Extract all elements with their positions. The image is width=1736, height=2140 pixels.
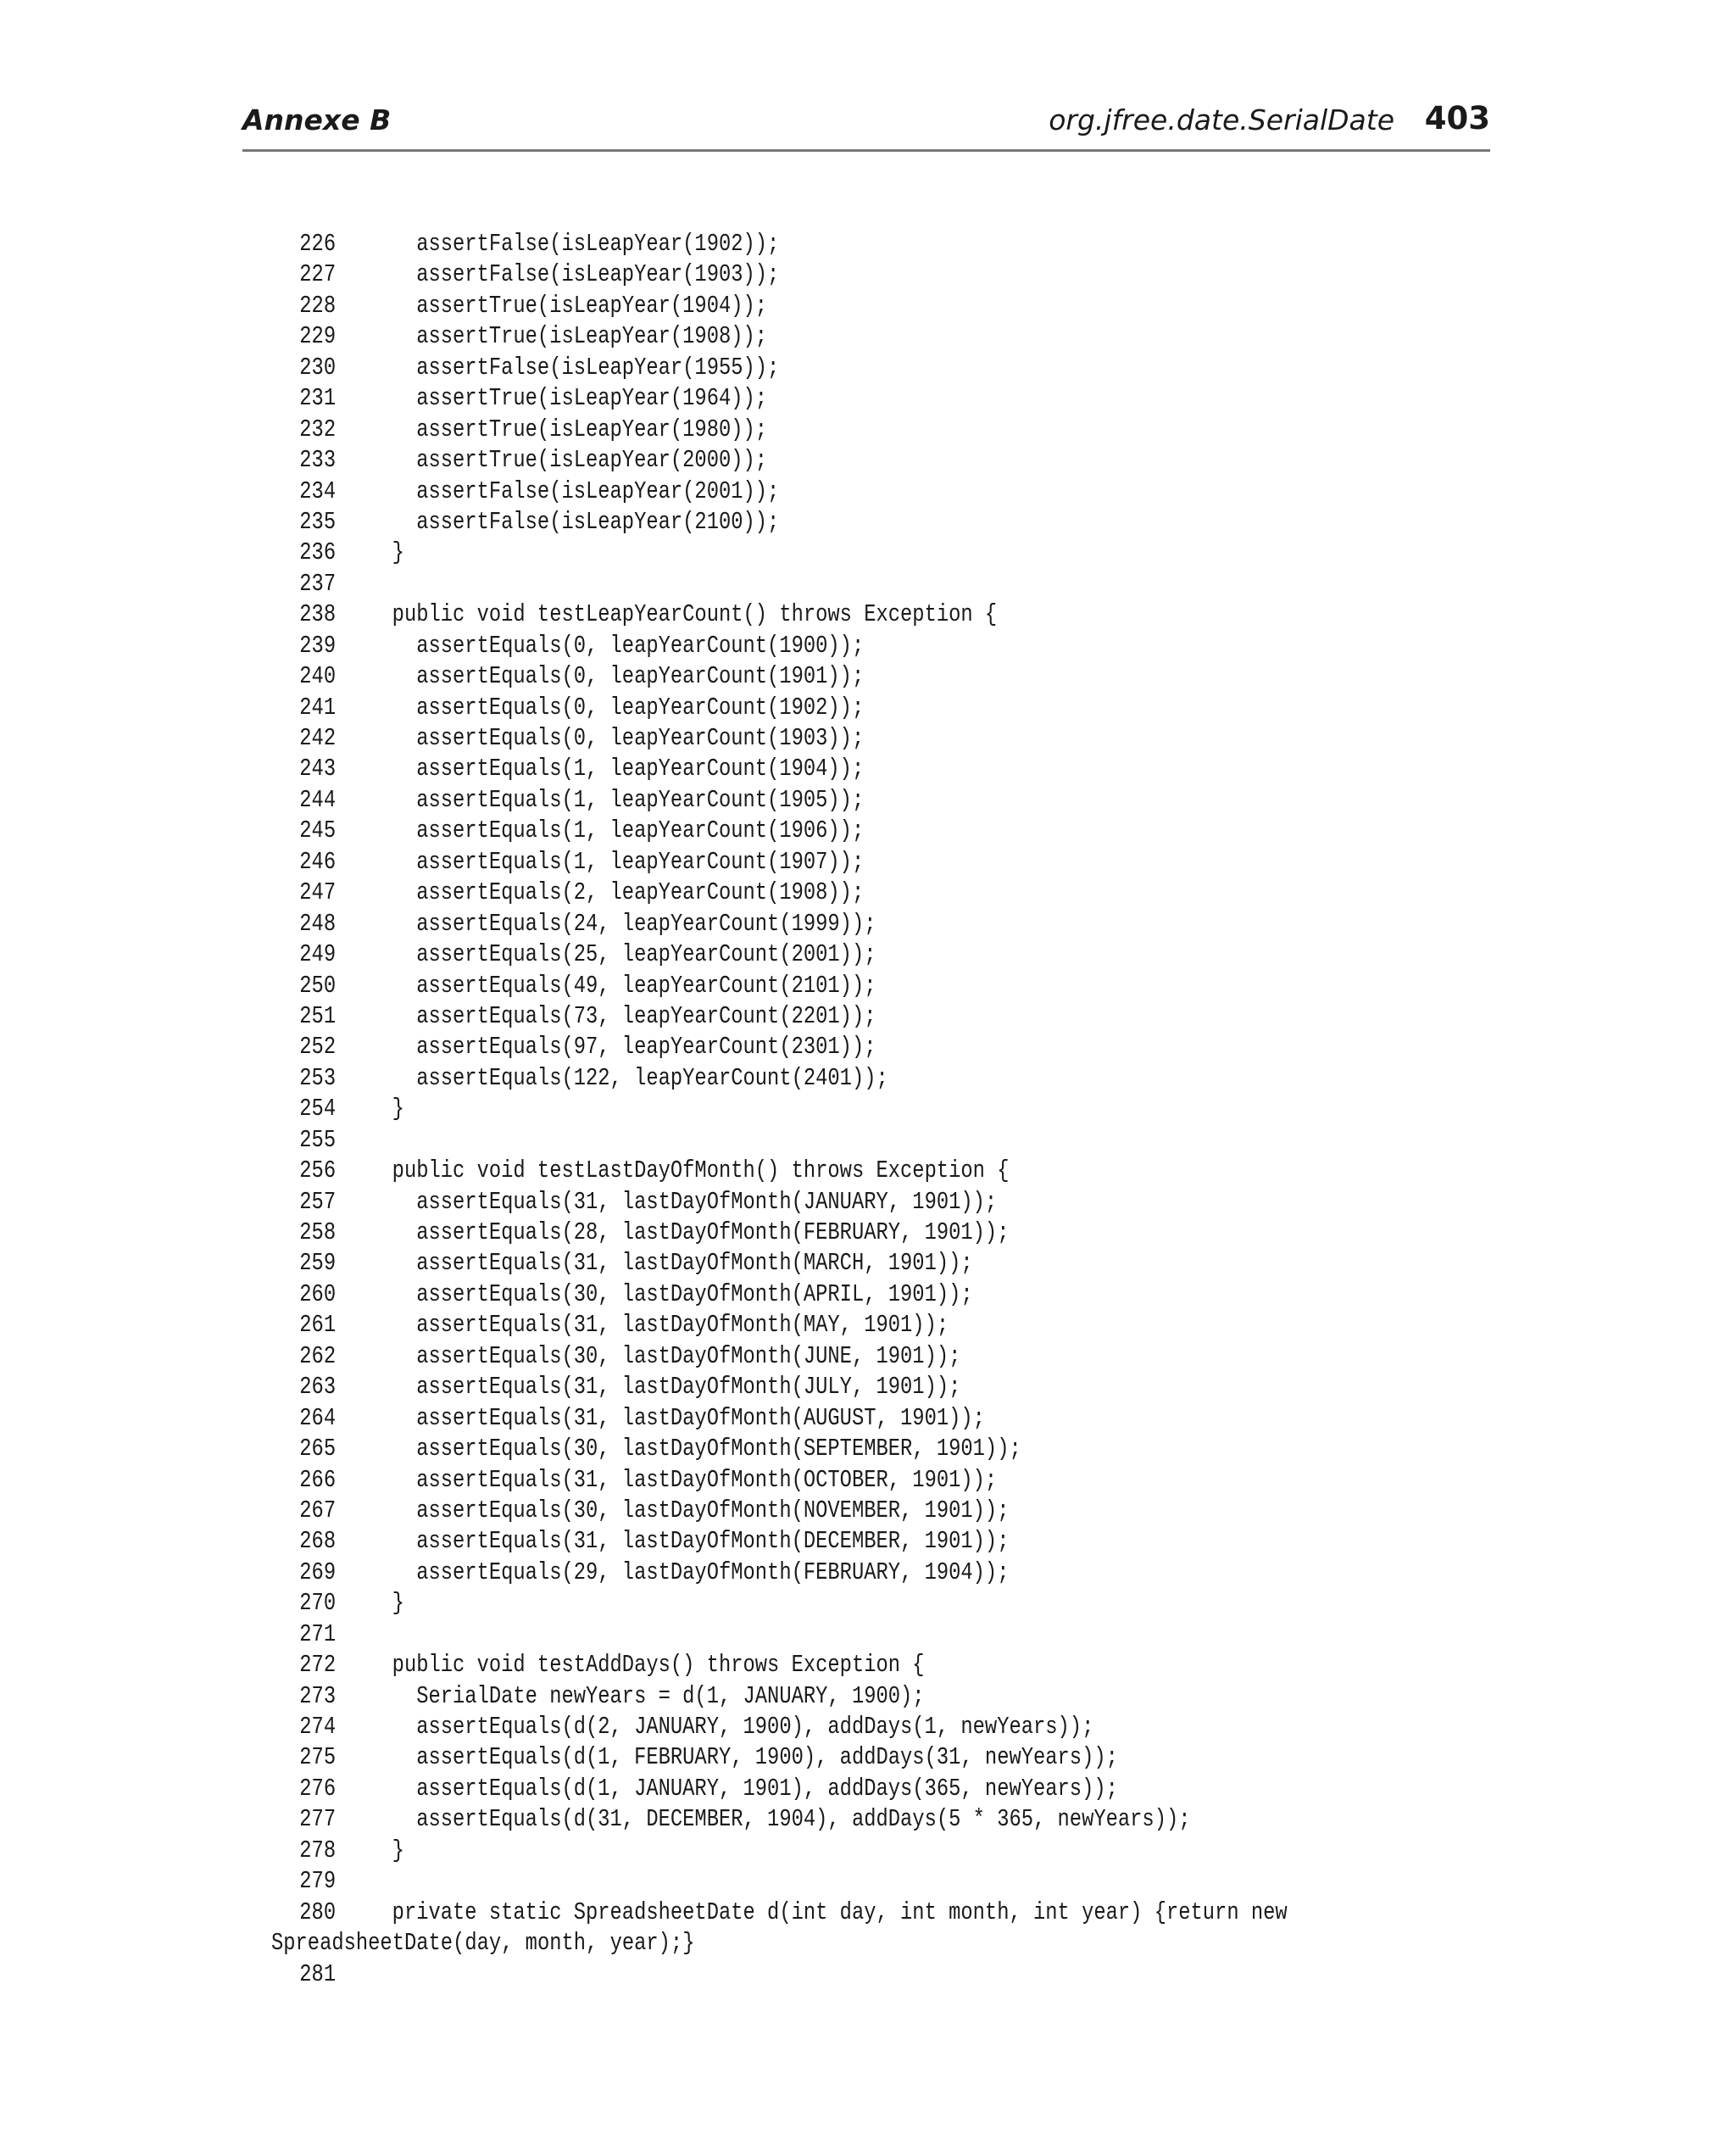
line-number: 258 [299, 1218, 337, 1246]
code-text: assertTrue(isLeapYear(1964)); [368, 384, 768, 413]
code-line [271, 1372, 1258, 1402]
code-line [271, 1866, 1258, 1897]
line-number: 235 [299, 507, 337, 536]
code-text: assertEquals(0, leapYearCount(1900)); [368, 631, 865, 660]
line-number: 274 [299, 1713, 337, 1741]
code-text: private static SpreadsheetDate d(int day, int month, int year) {return new [368, 1898, 1288, 1926]
line-number: 245 [299, 816, 337, 845]
code-text: assertEquals(0, leapYearCount(1903)); [368, 724, 865, 752]
code-text: assertEquals(31, lastDayOfMonth(JANUARY, 1901)); [368, 1187, 998, 1216]
code-text: assertEquals(1, leapYearCount(1906)); [368, 816, 865, 845]
code-line [271, 1218, 1258, 1248]
line-number: 257 [299, 1187, 337, 1216]
code-text: assertEquals(30, lastDayOfMonth(NOVEMBER, 1901)); [368, 1496, 1010, 1524]
code-line [271, 1742, 1258, 1773]
code-text: assertTrue(isLeapYear(1980)); [368, 415, 768, 443]
line-number: 255 [299, 1125, 337, 1154]
code-text: assertEquals(d(2, JANUARY, 1900), addDays(1, newYears)); [368, 1713, 1094, 1741]
code-line [271, 569, 1258, 599]
line-number: 256 [299, 1156, 337, 1185]
code-line [271, 1619, 1258, 1650]
code-line [271, 1465, 1258, 1496]
code-text: assertEquals(1, leapYearCount(1905)); [368, 785, 865, 814]
code-line [271, 1156, 1258, 1186]
code-line [271, 1898, 1288, 1928]
code-text: assertEquals(1, leapYearCount(1904)); [368, 755, 865, 783]
line-number: 237 [299, 569, 337, 598]
code-text: assertEquals(24, leapYearCount(1999)); [368, 909, 876, 938]
code-text: assertEquals(0, leapYearCount(1902)); [368, 693, 865, 722]
code-text: assertEquals(30, lastDayOfMonth(APRIL, 1901)); [368, 1279, 973, 1308]
code-line [271, 1928, 1258, 1959]
code-text: assertFalse(isLeapYear(1902)); [368, 230, 780, 258]
code-line [271, 507, 1258, 538]
code-text: assertEquals(29, lastDayOfMonth(FEBRUARY, 1904)); [368, 1558, 1010, 1586]
line-number: 227 [299, 260, 337, 289]
line-number: 263 [299, 1373, 337, 1402]
code-line [271, 971, 1258, 1001]
code-line [271, 1434, 1258, 1464]
line-number: 273 [299, 1681, 337, 1710]
code-line [271, 538, 1258, 568]
line-number: 244 [299, 785, 337, 814]
line-number: 229 [299, 322, 337, 351]
code-line [271, 1804, 1258, 1835]
code-text: assertEquals(d(31, DECEMBER, 1904), addDays(5 * 365, newYears)); [368, 1805, 1191, 1834]
code-line [271, 1310, 1258, 1340]
code-line [271, 1187, 1258, 1218]
line-number: 248 [299, 909, 337, 938]
running-title: org.jfree.date.SerialDate [1049, 103, 1394, 137]
code-line [271, 383, 1258, 414]
code-text: assertEquals(31, lastDayOfMonth(MAY, 1901)); [368, 1311, 949, 1340]
line-number: 238 [299, 600, 337, 629]
line-number: 239 [299, 631, 337, 660]
code-line [271, 1588, 1258, 1619]
code-line [271, 1001, 1258, 1032]
code-line [271, 1403, 1258, 1434]
code-text: } [368, 538, 404, 567]
chapter-label: Annexe B [242, 103, 392, 137]
code-text: } [368, 1836, 404, 1864]
line-number: 254 [299, 1095, 337, 1123]
code-text: public void testLeapYearCount() throws Exception { [368, 600, 998, 629]
code-line [271, 1836, 1258, 1866]
line-number: 241 [299, 693, 337, 722]
code-line [271, 1248, 1258, 1279]
line-number: 246 [299, 847, 337, 876]
line-number: 230 [299, 353, 337, 382]
code-text: } [368, 1095, 404, 1123]
code-text: assertTrue(isLeapYear(1908)); [368, 322, 768, 351]
code-text: SerialDate newYears = d(1, JANUARY, 1900); [368, 1681, 925, 1710]
code-text: assertEquals(1, leapYearCount(1907)); [368, 847, 865, 876]
code-line [271, 847, 1258, 878]
line-number: 261 [299, 1311, 337, 1340]
line-number: 253 [299, 1063, 337, 1092]
code-text: public void testLastDayOfMonth() throws Exception { [368, 1156, 1010, 1185]
code-line [271, 878, 1258, 908]
line-number: 264 [299, 1403, 337, 1432]
line-number: 252 [299, 1033, 337, 1062]
code-line [271, 909, 1258, 939]
line-number: 234 [299, 476, 337, 505]
code-text: } [368, 1589, 404, 1618]
line-number: 272 [299, 1651, 337, 1680]
line-number: 280 [299, 1898, 337, 1926]
line-number: 226 [299, 230, 337, 258]
page-number: 403 [1424, 100, 1490, 137]
code-line [271, 693, 1258, 723]
code-line [271, 1032, 1258, 1062]
line-number: 228 [299, 291, 337, 320]
line-number: 277 [299, 1805, 337, 1834]
code-line [271, 785, 1258, 816]
code-line [271, 1712, 1258, 1742]
line-number: 265 [299, 1435, 337, 1463]
line-number: 269 [299, 1558, 337, 1586]
code-line [271, 476, 1258, 507]
line-number: 240 [299, 662, 337, 691]
line-number: 251 [299, 1001, 337, 1030]
code-text: assertEquals(30, lastDayOfMonth(JUNE, 1901)); [368, 1341, 961, 1370]
code-text: assertFalse(isLeapYear(2100)); [368, 507, 780, 536]
line-number: 242 [299, 724, 337, 752]
code-line [271, 259, 1258, 290]
line-number: 281 [299, 1959, 337, 1988]
code-line [271, 816, 1258, 846]
code-text: assertEquals(0, leapYearCount(1901)); [368, 662, 865, 691]
code-line [271, 1125, 1258, 1156]
header-divider [242, 149, 1490, 152]
line-number: 231 [299, 384, 337, 413]
code-text: public void testAddDays() throws Exception { [368, 1651, 925, 1680]
code-line [271, 723, 1258, 754]
code-line [271, 1774, 1258, 1804]
line-number: 260 [299, 1279, 337, 1308]
line-number: 267 [299, 1496, 337, 1524]
code-line [271, 1279, 1258, 1310]
line-number: 233 [299, 446, 337, 475]
code-line [271, 445, 1258, 476]
code-text: assertTrue(isLeapYear(2000)); [368, 446, 768, 475]
code-text: assertEquals(97, leapYearCount(2301)); [368, 1033, 876, 1062]
code-line [271, 321, 1258, 352]
code-line [271, 1341, 1258, 1372]
code-line [271, 291, 1258, 321]
code-line [271, 229, 1258, 259]
code-text: assertEquals(31, lastDayOfMonth(OCTOBER, 1901)); [368, 1465, 998, 1494]
line-number: 249 [299, 940, 337, 969]
code-line [271, 1496, 1258, 1526]
code-line [271, 939, 1258, 970]
code-listing [271, 229, 1288, 1990]
code-line [271, 631, 1258, 661]
line-number: 278 [299, 1836, 337, 1864]
code-line [271, 1063, 1258, 1094]
code-line [271, 1526, 1258, 1557]
code-text: assertFalse(isLeapYear(1955)); [368, 353, 780, 382]
line-number: 279 [299, 1867, 337, 1896]
code-text: assertEquals(d(1, FEBRUARY, 1900), addDays(31, newYears)); [368, 1743, 1118, 1772]
code-line [271, 1094, 1258, 1124]
line-number: 262 [299, 1341, 337, 1370]
line-number: 268 [299, 1527, 337, 1556]
code-text: assertEquals(31, lastDayOfMonth(JULY, 1901)); [368, 1373, 961, 1402]
line-number: 271 [299, 1619, 337, 1648]
code-line [271, 1650, 1258, 1680]
page-header [242, 100, 1490, 151]
code-text: assertEquals(30, lastDayOfMonth(SEPTEMBER, 1901)); [368, 1435, 1021, 1463]
code-line [271, 415, 1258, 445]
line-number: 247 [299, 878, 337, 907]
code-text: assertEquals(73, leapYearCount(2201)); [368, 1001, 876, 1030]
line-number: 250 [299, 971, 337, 1000]
code-line [271, 1959, 1258, 1990]
line-number: 232 [299, 415, 337, 443]
code-text: SpreadsheetDate(day, month, year);} [271, 1929, 695, 1958]
code-text: assertFalse(isLeapYear(2001)); [368, 476, 780, 505]
code-line [271, 1681, 1258, 1712]
code-text: assertEquals(2, leapYearCount(1908)); [368, 878, 865, 907]
code-line [271, 353, 1258, 383]
line-number: 266 [299, 1465, 337, 1494]
line-number: 259 [299, 1249, 337, 1278]
code-line [271, 599, 1258, 630]
code-text: assertEquals(28, lastDayOfMonth(FEBRUARY, 1901)); [368, 1218, 1010, 1246]
line-number: 275 [299, 1743, 337, 1772]
line-number: 276 [299, 1774, 337, 1803]
code-text: assertEquals(31, lastDayOfMonth(MARCH, 1901)); [368, 1249, 973, 1278]
code-text: assertEquals(31, lastDayOfMonth(AUGUST, 1901)); [368, 1403, 985, 1432]
code-text: assertEquals(122, leapYearCount(2401)); [368, 1063, 888, 1092]
line-number: 243 [299, 755, 337, 783]
code-text: assertEquals(49, leapYearCount(2101)); [368, 971, 876, 1000]
code-text: assertFalse(isLeapYear(1903)); [368, 260, 780, 289]
line-number: 236 [299, 538, 337, 567]
code-text: assertTrue(isLeapYear(1904)); [368, 291, 768, 320]
code-line [271, 1558, 1258, 1588]
code-text: assertEquals(31, lastDayOfMonth(DECEMBER, 1901)); [368, 1527, 1010, 1556]
code-text: assertEquals(25, leapYearCount(2001)); [368, 940, 876, 969]
code-text: assertEquals(d(1, JANUARY, 1901), addDays(365, newYears)); [368, 1774, 1118, 1803]
code-line [271, 754, 1258, 784]
line-number: 270 [299, 1589, 337, 1618]
code-line [271, 661, 1258, 692]
